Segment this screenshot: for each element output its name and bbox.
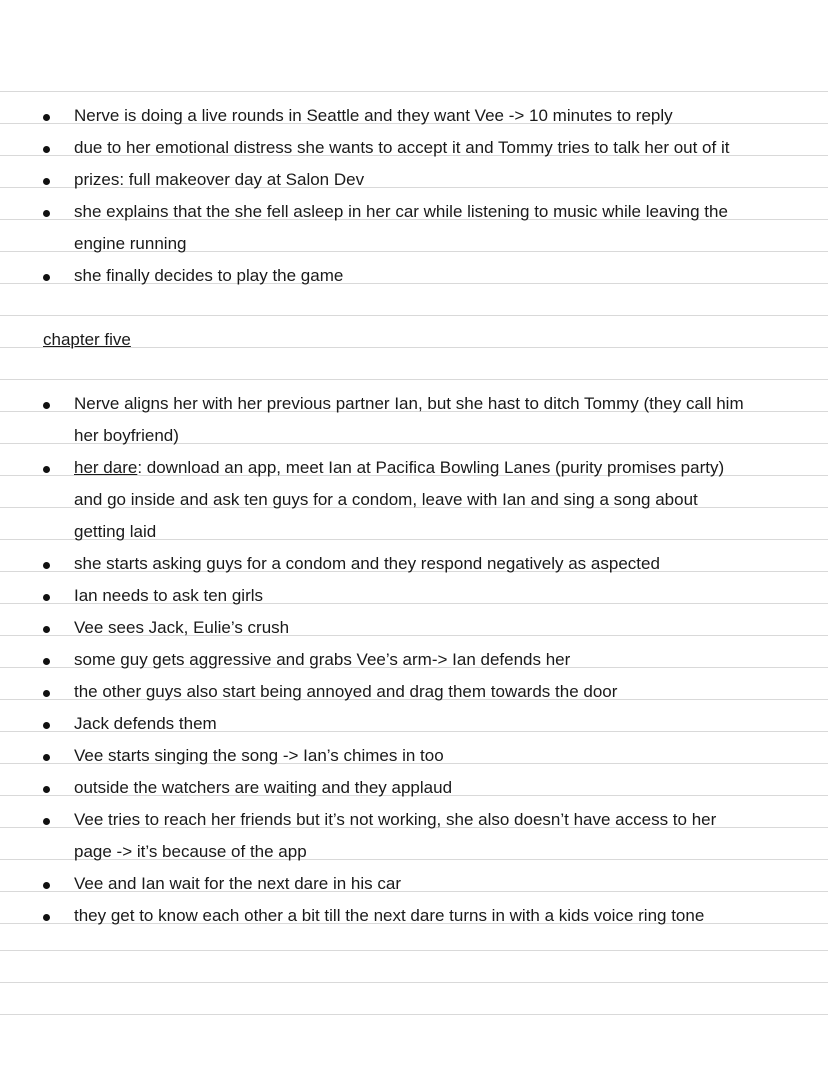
bullet-text: they get to know each other a bit till the next dare turns in with a kids voice ring tone — [74, 906, 705, 925]
continuation-text: engine running — [74, 234, 187, 253]
bullet-dot-icon — [43, 594, 50, 601]
bullet-item — [0, 457, 828, 489]
bullet-text: she explains that the she fell asleep in her car while listening to music while leaving the — [74, 202, 728, 221]
bullet-item — [0, 137, 828, 169]
bullet-text: Vee sees Jack, Eulie’s crush — [74, 618, 290, 637]
bullet-text: outside the watchers are waiting and they applaud — [74, 778, 453, 797]
bullet-dot-icon — [43, 402, 50, 409]
bullet-text: she finally decides to play the game — [74, 266, 344, 285]
section-heading — [0, 329, 828, 361]
bullet-item — [0, 617, 828, 649]
bullet-item — [0, 873, 828, 905]
heading-text: chapter five — [43, 330, 131, 349]
bullet-item — [0, 105, 828, 137]
ruled-line — [0, 315, 828, 316]
ruled-line — [0, 982, 828, 983]
continuation-text: getting laid — [74, 522, 157, 541]
ruled-line — [0, 1014, 828, 1015]
underlined-lead: her dare — [74, 458, 138, 477]
bullet-dot-icon — [43, 626, 50, 633]
bullet-dot-icon — [43, 914, 50, 921]
bullet-item — [0, 713, 828, 745]
bullet-text: Vee and Ian wait for the next dare in his car — [74, 874, 401, 893]
bullet-item — [0, 649, 828, 681]
bullet-text: Ian needs to ask ten girls — [74, 586, 264, 605]
continuation-line — [0, 233, 828, 265]
continuation-line — [0, 521, 828, 553]
ruled-line — [0, 950, 828, 951]
bullet-text: some guy gets aggressive and grabs Vee’s arm-> Ian defends her — [74, 650, 571, 669]
bullet-dot-icon — [43, 210, 50, 217]
bullet-text: Vee tries to reach her friends but it’s not working, she also doesn’t have access to her — [74, 810, 717, 829]
continuation-text: and go inside and ask ten guys for a condom, leave with Ian and sing a song about — [74, 490, 698, 509]
bullet-item — [0, 201, 828, 233]
bullet-text: she starts asking guys for a condom and they respond negatively as aspected — [74, 554, 660, 573]
bullet-item — [0, 777, 828, 809]
bullet-item — [0, 905, 828, 937]
bullet-dot-icon — [43, 146, 50, 153]
bullet-item — [0, 681, 828, 713]
bullet-dot-icon — [43, 754, 50, 761]
bullet-item — [0, 393, 828, 425]
continuation-line — [0, 425, 828, 457]
bullet-text: due to her emotional distress she wants to accept it and Tommy tries to talk her out of it — [74, 138, 730, 157]
ruled-line — [0, 91, 828, 92]
bullet-item — [0, 169, 828, 201]
bullet-dot-icon — [43, 658, 50, 665]
bullet-item — [0, 265, 828, 297]
bullet-dot-icon — [43, 114, 50, 121]
bullet-dot-icon — [43, 690, 50, 697]
bullet-dot-icon — [43, 882, 50, 889]
bullet-text — [74, 458, 724, 478]
bullet-item — [0, 585, 828, 617]
continuation-text: her boyfriend) — [74, 426, 179, 445]
bullet-text: Jack defends them — [74, 714, 217, 733]
bullet-rest-text: : download an app, meet Ian at Pacifica Bowling Lanes (purity promises party) — [137, 458, 725, 477]
bullet-dot-icon — [43, 722, 50, 729]
bullet-dot-icon — [43, 562, 50, 569]
bullet-dot-icon — [43, 466, 50, 473]
continuation-line — [0, 841, 828, 873]
bullet-text: the other guys also start being annoyed and drag them towards the door — [74, 682, 618, 701]
bullet-dot-icon — [43, 818, 50, 825]
bullet-text: prizes: full makeover day at Salon Dev — [74, 170, 365, 189]
bullet-dot-icon — [43, 274, 50, 281]
continuation-text: page -> it’s because of the app — [74, 842, 307, 861]
bullet-item — [0, 745, 828, 777]
ruled-line — [0, 379, 828, 380]
bullet-item — [0, 809, 828, 841]
bullet-text: Vee starts singing the song -> Ian’s chimes in too — [74, 746, 444, 765]
bullet-text: Nerve is doing a live rounds in Seattle and they want Vee -> 10 minutes to reply — [74, 106, 673, 125]
continuation-line — [0, 489, 828, 521]
bullet-dot-icon — [43, 786, 50, 793]
bullet-dot-icon — [43, 178, 50, 185]
bullet-text: Nerve aligns her with her previous partner Ian, but she hast to ditch Tommy (they call him — [74, 394, 744, 413]
bullet-item — [0, 553, 828, 585]
